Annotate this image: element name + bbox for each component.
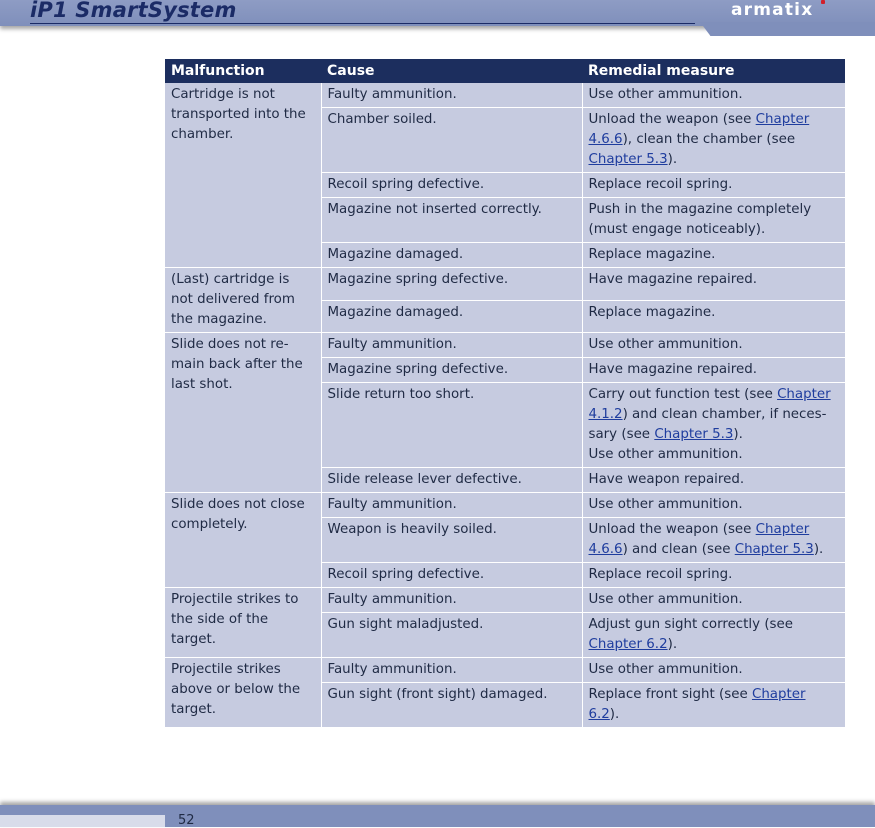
header-tab-decoration [700, 22, 875, 36]
remedy-text: ). [667, 152, 678, 167]
chapter-link[interactable]: Chapter 6.2 [588, 687, 806, 722]
remedy-cell: Use other ammunition. [582, 333, 845, 358]
table-header-row [165, 59, 845, 83]
remedy-text: ) and clean chamber, if neces-sary (see [588, 407, 827, 442]
table-body [165, 83, 845, 728]
cause-cell: Faulty ammunition. [321, 588, 582, 613]
malfunction-cell: Projectile strikes to the side of the target. [165, 588, 321, 658]
cause-cell: Chamber soiled. [321, 108, 582, 173]
remedy-text: Carry out function test (see [588, 387, 778, 402]
table-row [165, 493, 845, 518]
malfunction-cell: Slide does not re-main back after the last shot. [165, 333, 321, 493]
remedy-cell: Use other ammunition. [582, 493, 845, 518]
remedy-cell: Replace magazine. [582, 300, 845, 333]
cause-cell: Weapon is heavily soiled. [321, 518, 582, 563]
remedy-text: ), clean the chamber (see [622, 132, 796, 147]
cause-cell: Magazine damaged. [321, 243, 582, 268]
document-title: iP1 SmartSystem [30, 0, 237, 22]
malfunction-cell: Cartridge is not transported into the chamber. [165, 83, 321, 268]
remedy-text: Unload the weapon (see [588, 522, 756, 537]
remedy-cell [582, 518, 845, 563]
chapter-link[interactable]: Chapter 6.2 [588, 637, 668, 652]
cause-cell: Faulty ammunition. [321, 83, 582, 108]
remedy-cell: Replace magazine. [582, 243, 845, 268]
remedy-cell [582, 683, 845, 728]
remedy-cell: Replace recoil spring. [582, 563, 845, 588]
cause-cell: Magazine spring defective. [321, 268, 582, 301]
remedy-cell: Have magazine repaired. [582, 268, 845, 301]
brand-logo-dot [821, 0, 825, 4]
remedy-cell [582, 108, 845, 173]
remedy-text: ). [733, 427, 743, 442]
cause-cell: Gun sight maladjusted. [321, 613, 582, 658]
table-row [165, 658, 845, 683]
header-malfunction: Malfunction [165, 59, 321, 83]
remedy-text: ). [813, 542, 824, 557]
cause-cell: Magazine spring defective. [321, 358, 582, 383]
chapter-link[interactable]: Chapter 4.6.6 [588, 522, 810, 557]
remedy-text: ). [609, 707, 620, 722]
remedy-text: ) and clean (see [622, 542, 735, 557]
title-underline [30, 23, 695, 24]
chapter-link[interactable]: Chapter 4.1.2 [588, 387, 831, 422]
remedy-cell: Use other ammunition. [582, 83, 845, 108]
page-number: 52 [178, 813, 195, 828]
remedy-cell: Have weapon repaired. [582, 468, 845, 493]
cause-cell: Recoil spring defective. [321, 173, 582, 198]
remedy-cell: Have magazine repaired. [582, 358, 845, 383]
chapter-link[interactable]: Chapter 4.6.6 [588, 112, 810, 147]
table-row [165, 268, 845, 301]
troubleshooting-table [165, 59, 845, 728]
header-remedial-measure: Remedial measure [582, 59, 845, 83]
chapter-link[interactable]: Chapter 5.3 [588, 152, 668, 167]
remedy-text: ). [667, 637, 678, 652]
table-row [165, 588, 845, 613]
remedy-cell: Push in the magazine completely (must engage noticeably). [582, 198, 845, 243]
remedy-cell: Replace recoil spring. [582, 173, 845, 198]
malfunction-cell: (Last) cartridge is not delivered from the magazine. [165, 268, 321, 333]
cause-cell: Faulty ammunition. [321, 493, 582, 518]
chapter-link[interactable]: Chapter 5.3 [734, 542, 814, 557]
cause-cell: Gun sight (front sight) damaged. [321, 683, 582, 728]
cause-cell: Recoil spring defective. [321, 563, 582, 588]
footer-left-strip [0, 815, 165, 827]
malfunction-cell: Projectile strikes above or below the target. [165, 658, 321, 728]
remedy-cell: Use other ammunition. [582, 658, 845, 683]
brand-logo: armatix [731, 0, 814, 20]
cause-cell: Slide return too short. [321, 383, 582, 468]
cause-cell: Faulty ammunition. [321, 333, 582, 358]
remedy-cell [582, 383, 845, 468]
remedy-text: Replace front sight (see [588, 687, 752, 702]
remedy-text: Adjust gun sight correctly (see [588, 617, 794, 632]
remedy-cell: Use other ammunition. [582, 588, 845, 613]
cause-cell: Magazine not inserted correctly. [321, 198, 582, 243]
table-row [165, 333, 845, 358]
remedy-cell [582, 613, 845, 658]
remedy-text: Unload the weapon (see [588, 112, 756, 127]
cause-cell: Slide release lever defective. [321, 468, 582, 493]
header-cause: Cause [321, 59, 582, 83]
chapter-link[interactable]: Chapter 5.3 [654, 427, 734, 442]
cause-cell: Magazine damaged. [321, 300, 582, 333]
malfunction-cell: Slide does not close completely. [165, 493, 321, 588]
table-row [165, 83, 845, 108]
remedy-extra-text: Use other ammunition. [588, 447, 743, 462]
cause-cell: Faulty ammunition. [321, 658, 582, 683]
